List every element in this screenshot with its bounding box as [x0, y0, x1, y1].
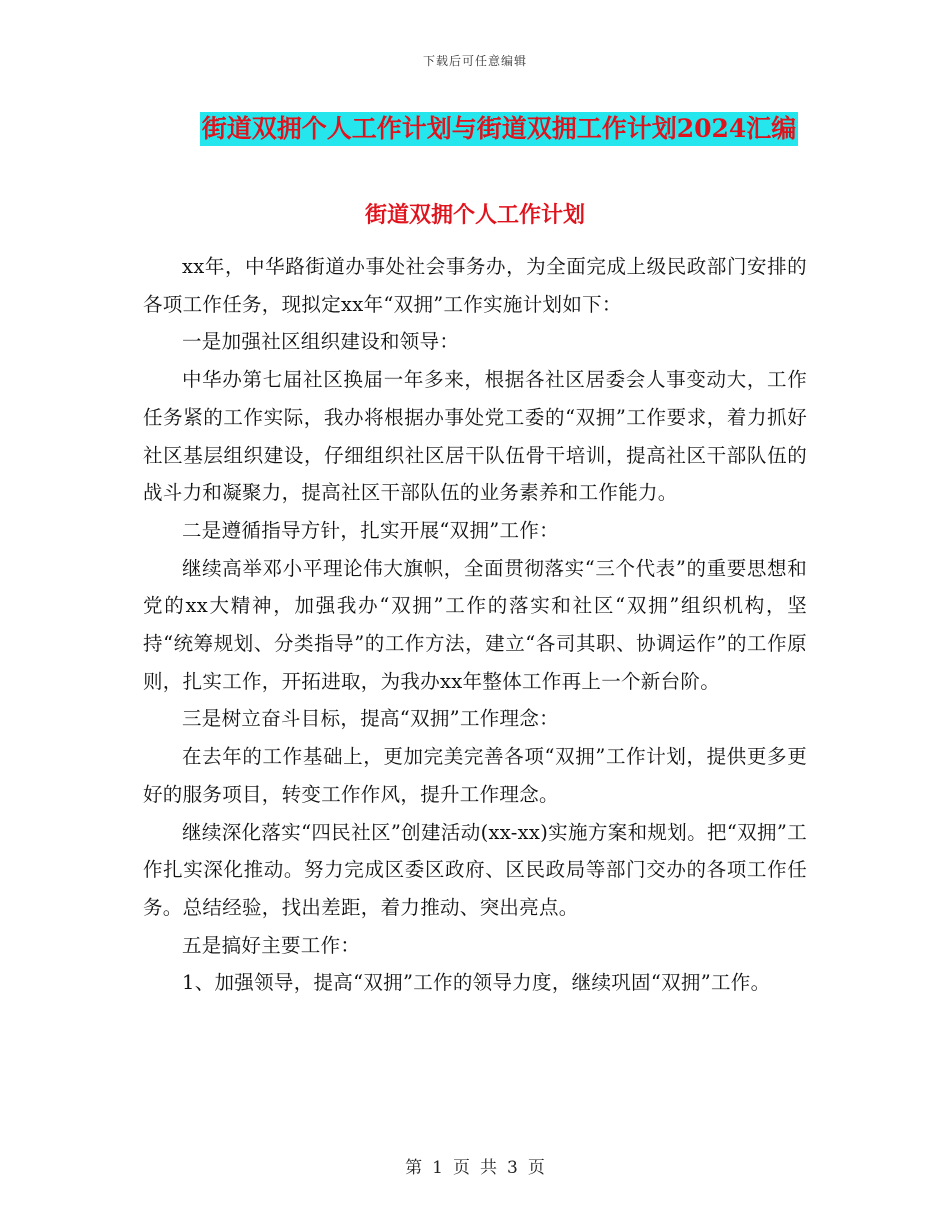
- footer-label-total: 共: [480, 1158, 497, 1178]
- paragraph: 二是遵循指导方针，扎实开展“双拥”工作：: [182, 518, 559, 542]
- paragraph: 一是加强社区组织建设和领导：: [182, 330, 460, 354]
- footer-label-page: 第: [405, 1158, 423, 1178]
- document-main-title: 街道双拥个人工作计划与街道双拥工作计划2024汇编: [200, 112, 799, 146]
- document-body: [143, 248, 807, 1002]
- paragraph: 继续高举邓小平理论伟大旗帜，全面贯彻落实“三个代表”的重要思想和党的xx大精神，加强我办“双拥”工作的落实和社区“双拥”组织机构，坚持“统筹规划、分类指导”的工作方法，建立“各司其职、协调运作”的工作原则，扎实工作，开拓进取，为我办xx年整体工作再上一个新台阶。: [143, 556, 807, 693]
- current-page-number: 1: [432, 1158, 443, 1178]
- paragraph: 三是树立奋斗目标，提高“双拥”工作理念：: [182, 707, 559, 731]
- footer-label-total-unit: 页: [527, 1158, 545, 1178]
- document-sub-title: 街道双拥个人工作计划: [364, 202, 585, 228]
- header-note: 下载后可任意编辑: [422, 54, 527, 68]
- paragraph: 中华办第七届社区换届一年多来，根据各社区居委会人事变动大，工作任务紧的工作实际，我办将根据办事处党工委的“双拥”工作要求，着力抓好社区基层组织建设，仔细组织社区居干队伍骨干培训，提高社区干部队伍的战斗力和凝聚力，提高社区干部队伍的业务素养和工作能力。: [143, 368, 807, 505]
- paragraph: 五是搞好主要工作：: [182, 933, 361, 957]
- footer-label-page-unit: 页: [453, 1158, 470, 1178]
- page-footer: [0, 1153, 950, 1178]
- paragraph: 1、加强领导，提高“双拥”工作的领导力度，继续巩固“双拥”工作。: [182, 971, 771, 995]
- paragraph: 在去年的工作基础上，更加完美完善各项“双拥”工作计划，提供更多更好的服务项目，转变工作作风，提升工作理念。: [143, 745, 807, 806]
- total-page-count: 3: [507, 1158, 518, 1178]
- paragraph: xx年，中华路街道办事处社会事务办，为全面完成上级民政部门安排的各项工作任务，现拟定xx年“双拥”工作实施计划如下：: [143, 255, 807, 316]
- main-title-container: [0, 112, 950, 146]
- paragraph: 继续深化落实“四民社区”创建活动(xx-xx)实施方案和规划。把“双拥”工作扎实深化推动。努力完成区委区政府、区民政局等部门交办的各项工作任务。总结经验，找出差距，着力推动、突出亮点。: [143, 820, 807, 919]
